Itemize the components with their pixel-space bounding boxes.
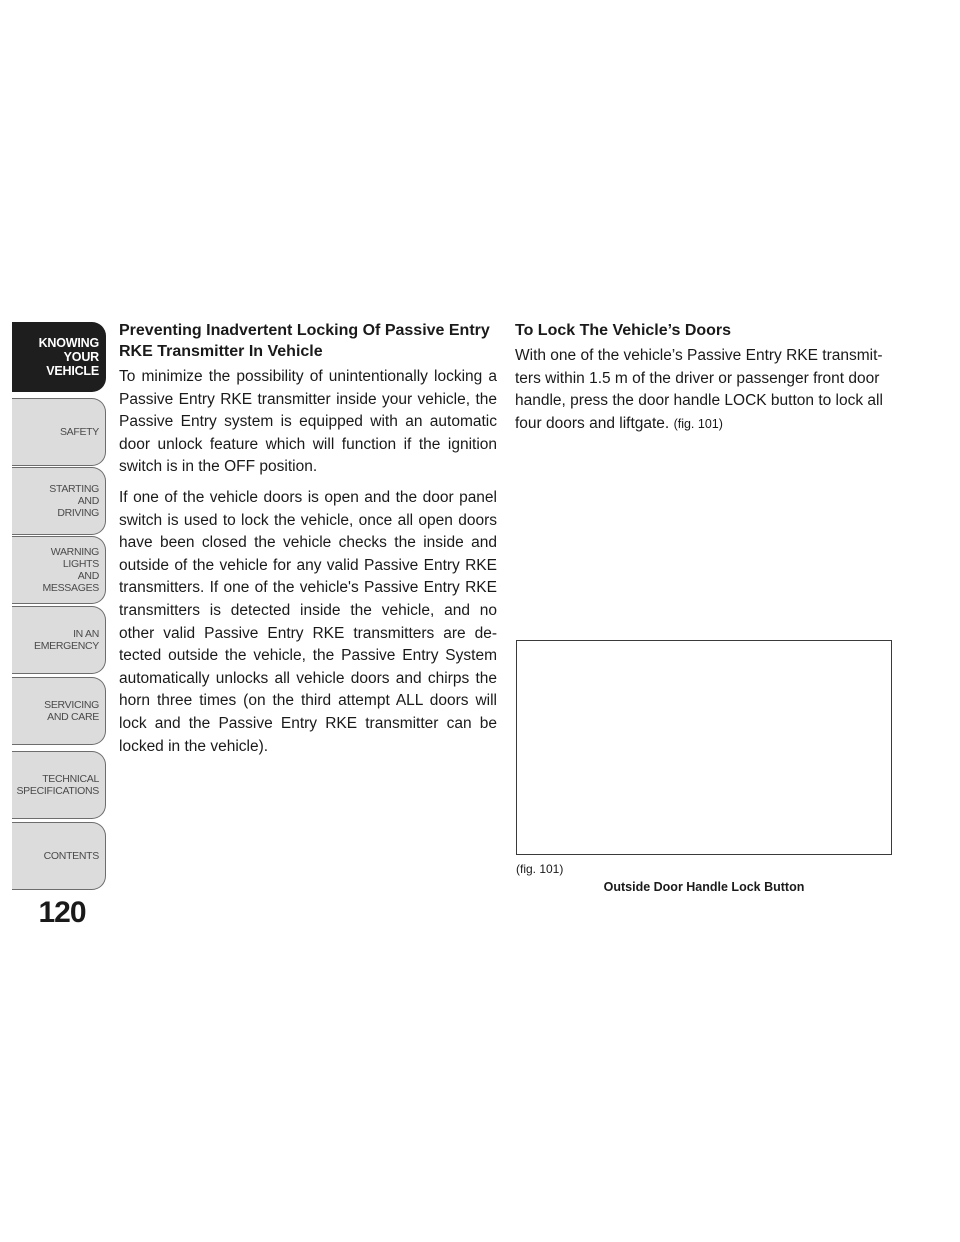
paragraph: To minimize the possibility of unintentionally locking a Passive Entry RKE transmitter inside your vehicle, the Passive Entry system is equipped with an automatic door unlock feature which will function if the ignition switch is in the OFF position. bbox=[119, 368, 497, 476]
tab-technical-specifications[interactable] bbox=[12, 751, 106, 819]
tab-label-line: DRIVING bbox=[57, 507, 99, 519]
tab-knowing-your-vehicle[interactable] bbox=[12, 322, 106, 392]
figure-caption: Outside Door Handle Lock Button bbox=[603, 880, 805, 894]
tab-label-line: KNOWING bbox=[38, 336, 99, 350]
tab-label-line: MESSAGES bbox=[42, 582, 99, 594]
right-column bbox=[515, 320, 893, 443]
paragraph: If one of the vehicle doors is open and the door panel switch is used to lock the vehicle, once all open doors have been closed the vehicle checks the inside and outside of the vehicle for any valid Passive Entry RKE transmitters. If one of the vehicle's Passive Entry RKE transmitters is detected inside the vehicle, and no other valid Passive Entry RKE transmitters are de- tected outside the vehicle, the Passive Entry System automatically unlocks all vehicle doors and chirps the horn three times (on the third attempt ALL doors will lock and the Passive Entry RKE transmitter can be locked in the vehicle). bbox=[119, 488, 497, 755]
page-number: 120 bbox=[38, 896, 86, 929]
tab-contents[interactable] bbox=[12, 822, 106, 890]
tab-servicing-and-care[interactable] bbox=[12, 677, 106, 745]
tab-safety[interactable] bbox=[12, 398, 106, 466]
tab-warning-lights-and-messages[interactable] bbox=[12, 536, 106, 604]
tab-in-an-emergency[interactable] bbox=[12, 606, 106, 674]
tab-label-line: SAFETY bbox=[59, 426, 99, 438]
tab-label-line: SERVICING bbox=[44, 699, 99, 711]
tab-label-line: SPECIFICATIONS bbox=[16, 785, 99, 797]
tab-label-line: WARNING bbox=[50, 546, 99, 558]
figure-reference: (fig. 101) bbox=[673, 416, 723, 431]
tab-label-line: AND bbox=[77, 570, 99, 582]
tab-starting-and-driving[interactable] bbox=[12, 467, 106, 535]
tab-label-line: YOUR bbox=[63, 350, 99, 364]
tab-label-line: AND bbox=[77, 495, 99, 507]
figure-image-placeholder bbox=[516, 640, 892, 855]
tab-label-line: EMERGENCY bbox=[34, 640, 99, 652]
tab-label-line: IN AN bbox=[73, 628, 99, 640]
tab-label-line: LIGHTS bbox=[62, 558, 99, 570]
tab-label-line: AND CARE bbox=[47, 711, 99, 723]
figure-label: (fig. 101) bbox=[516, 862, 564, 876]
paragraph-text: With one of the vehicle’s Passive Entry RKE transmit- ters within 1.5 m of the driver or passenger front door handle, press the door handle LOCK button to lock all four doors and liftgate. bbox=[515, 347, 883, 432]
tab-label-line: STARTING bbox=[49, 483, 99, 495]
paragraph bbox=[515, 345, 893, 435]
left-column bbox=[119, 320, 497, 766]
tab-label-line: VEHICLE bbox=[46, 364, 99, 378]
tab-label-line: TECHNICAL bbox=[42, 773, 99, 785]
section-heading: Preventing Inadvertent Locking Of Passive Entry RKE Transmitter In Vehicle bbox=[119, 322, 490, 360]
section-heading: To Lock The Vehicle’s Doors bbox=[515, 322, 732, 339]
tab-label-line: CONTENTS bbox=[43, 850, 99, 862]
